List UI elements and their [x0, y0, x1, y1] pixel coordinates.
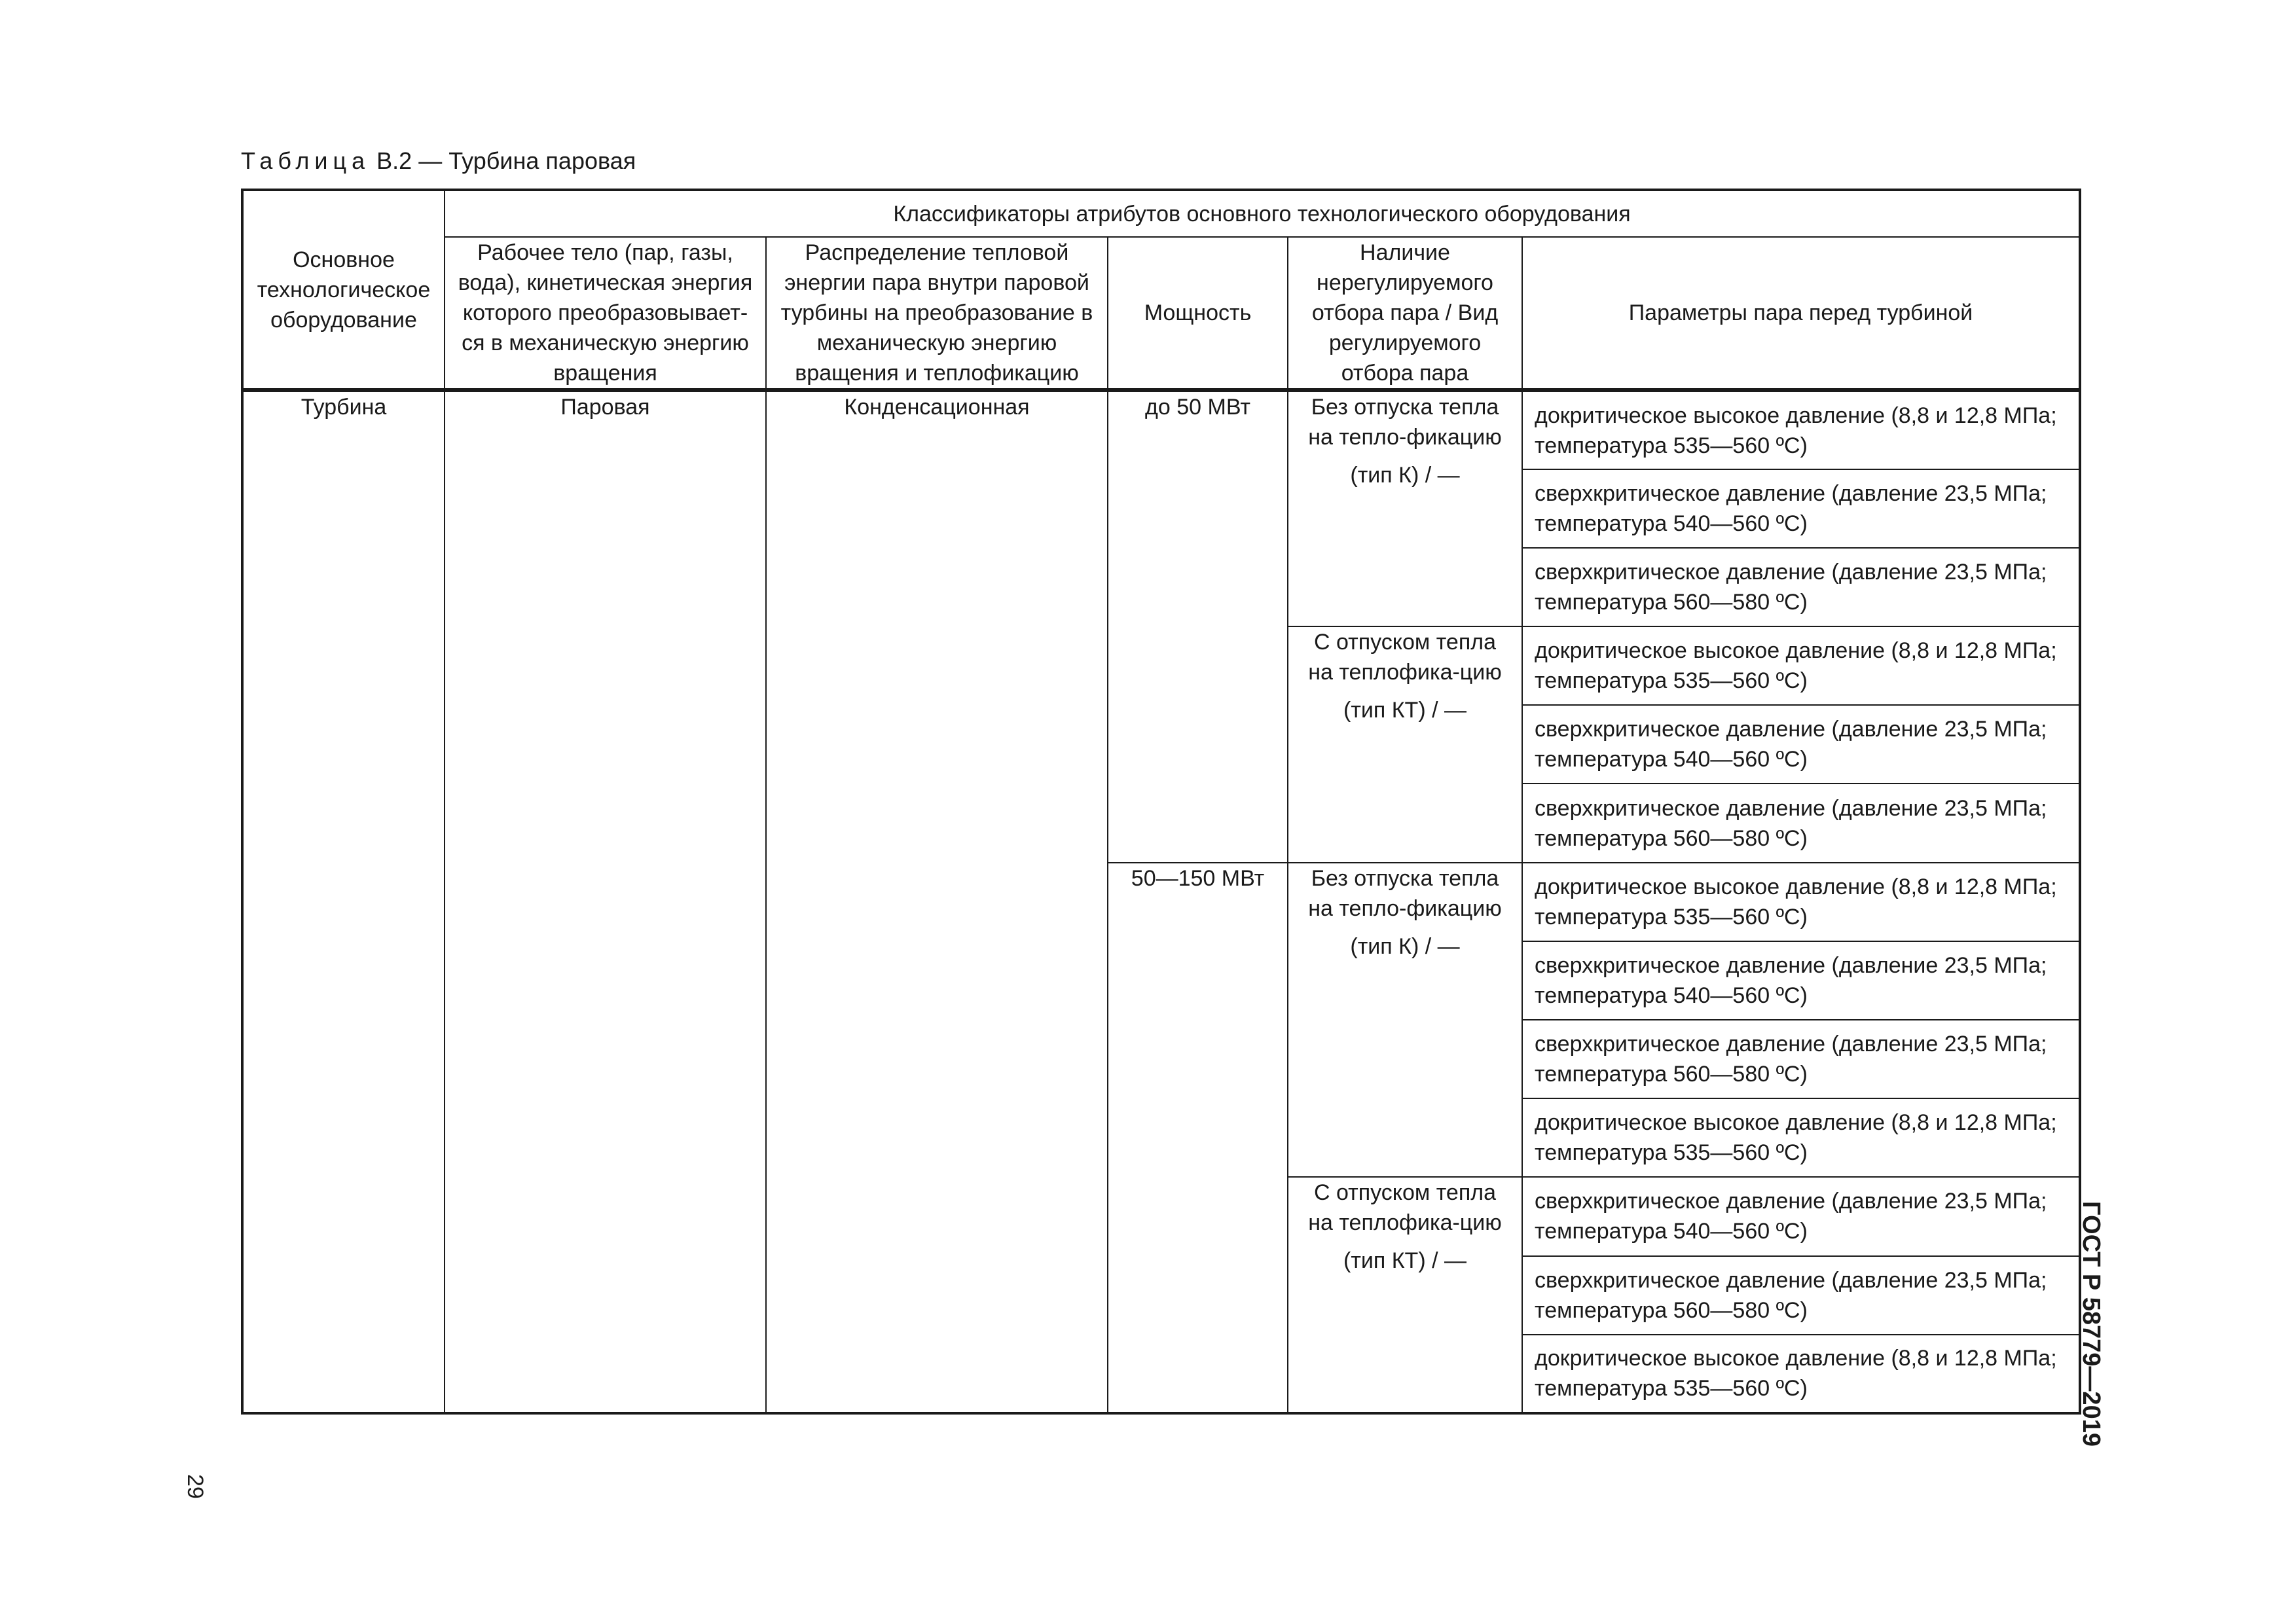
page-number: 29: [183, 1474, 208, 1499]
extraction-type: (тип К) / —: [1350, 463, 1460, 488]
header-steam-extraction: Наличие нерегулируемого отбора пара / Вид регулируемого отбора пара: [1288, 237, 1522, 390]
extraction-name: С отпуском тепла на теплофика-цию: [1308, 630, 1502, 685]
cell-extraction: [1288, 626, 1522, 863]
steam-param-cell: докритическое высокое давление (8,8 и 12,8 МПа; температура 535—560 ºС): [1522, 863, 2080, 941]
cell-power: до 50 МВт: [1108, 390, 1288, 862]
steam-param-cell: сверхкритическое давление (давление 23,5 МПа; температура 560—580 ºС): [1522, 1256, 2080, 1335]
header-steam-params: Параметры пара перед турбиной: [1522, 237, 2080, 390]
steam-param-cell: сверхкритическое давление (давление 23,5 МПа; температура 560—580 ºС): [1522, 548, 2080, 626]
extraction-name: С отпуском тепла на теплофика-цию: [1308, 1180, 1502, 1236]
cell-power: 50—150 МВт: [1108, 863, 1288, 1413]
header-main-equipment: Основное технологическое оборудование: [242, 190, 445, 390]
cell-medium: Паровая: [445, 390, 766, 1413]
steam-param-cell: сверхкритическое давление (давление 23,5 МПа; температура 560—580 ºС): [1522, 1020, 2080, 1098]
cell-distribution: Конденсационная: [766, 390, 1108, 1413]
table-caption: [241, 145, 636, 177]
turbine-table: [241, 189, 2081, 1415]
header-heat-distribution: Распределение тепловой энергии пара внутри паровой турбины на преобразование в механическую энергию вращения и теплофикацию: [766, 237, 1108, 390]
steam-param-cell: докритическое высокое давление (8,8 и 12,8 МПа; температура 535—560 ºС): [1522, 390, 2080, 469]
cell-extraction: [1288, 863, 1522, 1178]
extraction-name: Без отпуска тепла на тепло-фикацию: [1308, 395, 1502, 450]
steam-param-cell: сверхкритическое давление (давление 23,5 МПа; температура 540—560 ºС): [1522, 1177, 2080, 1255]
cell-extraction: [1288, 1177, 1522, 1413]
cell-equipment: Турбина: [242, 390, 445, 1413]
steam-param-cell: сверхкритическое давление (давление 23,5 МПа; температура 560—580 ºС): [1522, 784, 2080, 862]
table-caption-label: Таблица: [241, 147, 371, 174]
header-working-medium: Рабочее тело (пар, газы, вода), кинетическая энергия которого преобразовывает-ся в механическую энергию вращения: [445, 237, 766, 390]
cell-extraction: [1288, 390, 1522, 626]
steam-param-cell: сверхкритическое давление (давление 23,5 МПа; температура 540—560 ºС): [1522, 941, 2080, 1020]
steam-param-cell: сверхкритическое давление (давление 23,5 МПа; температура 540—560 ºС): [1522, 469, 2080, 548]
header-classifiers: Классификаторы атрибутов основного технологического оборудования: [445, 190, 2080, 237]
extraction-type: (тип КТ) / —: [1343, 698, 1467, 723]
steam-param-cell: докритическое высокое давление (8,8 и 12,8 МПа; температура 535—560 ºС): [1522, 1335, 2080, 1413]
header-power: Мощность: [1108, 237, 1288, 390]
table-caption-title: В.2 — Турбина паровая: [376, 147, 636, 174]
extraction-type: (тип К) / —: [1350, 933, 1460, 959]
extraction-type: (тип КТ) / —: [1343, 1248, 1467, 1274]
steam-param-cell: докритическое высокое давление (8,8 и 12,8 МПа; температура 535—560 ºС): [1522, 626, 2080, 705]
standard-designation: ГОСТ Р 58779—2019: [2077, 1201, 2105, 1447]
extraction-name: Без отпуска тепла на тепло-фикацию: [1308, 865, 1502, 921]
steam-param-cell: докритическое высокое давление (8,8 и 12,8 МПа; температура 535—560 ºС): [1522, 1098, 2080, 1177]
steam-param-cell: сверхкритическое давление (давление 23,5 МПа; температура 540—560 ºС): [1522, 705, 2080, 784]
